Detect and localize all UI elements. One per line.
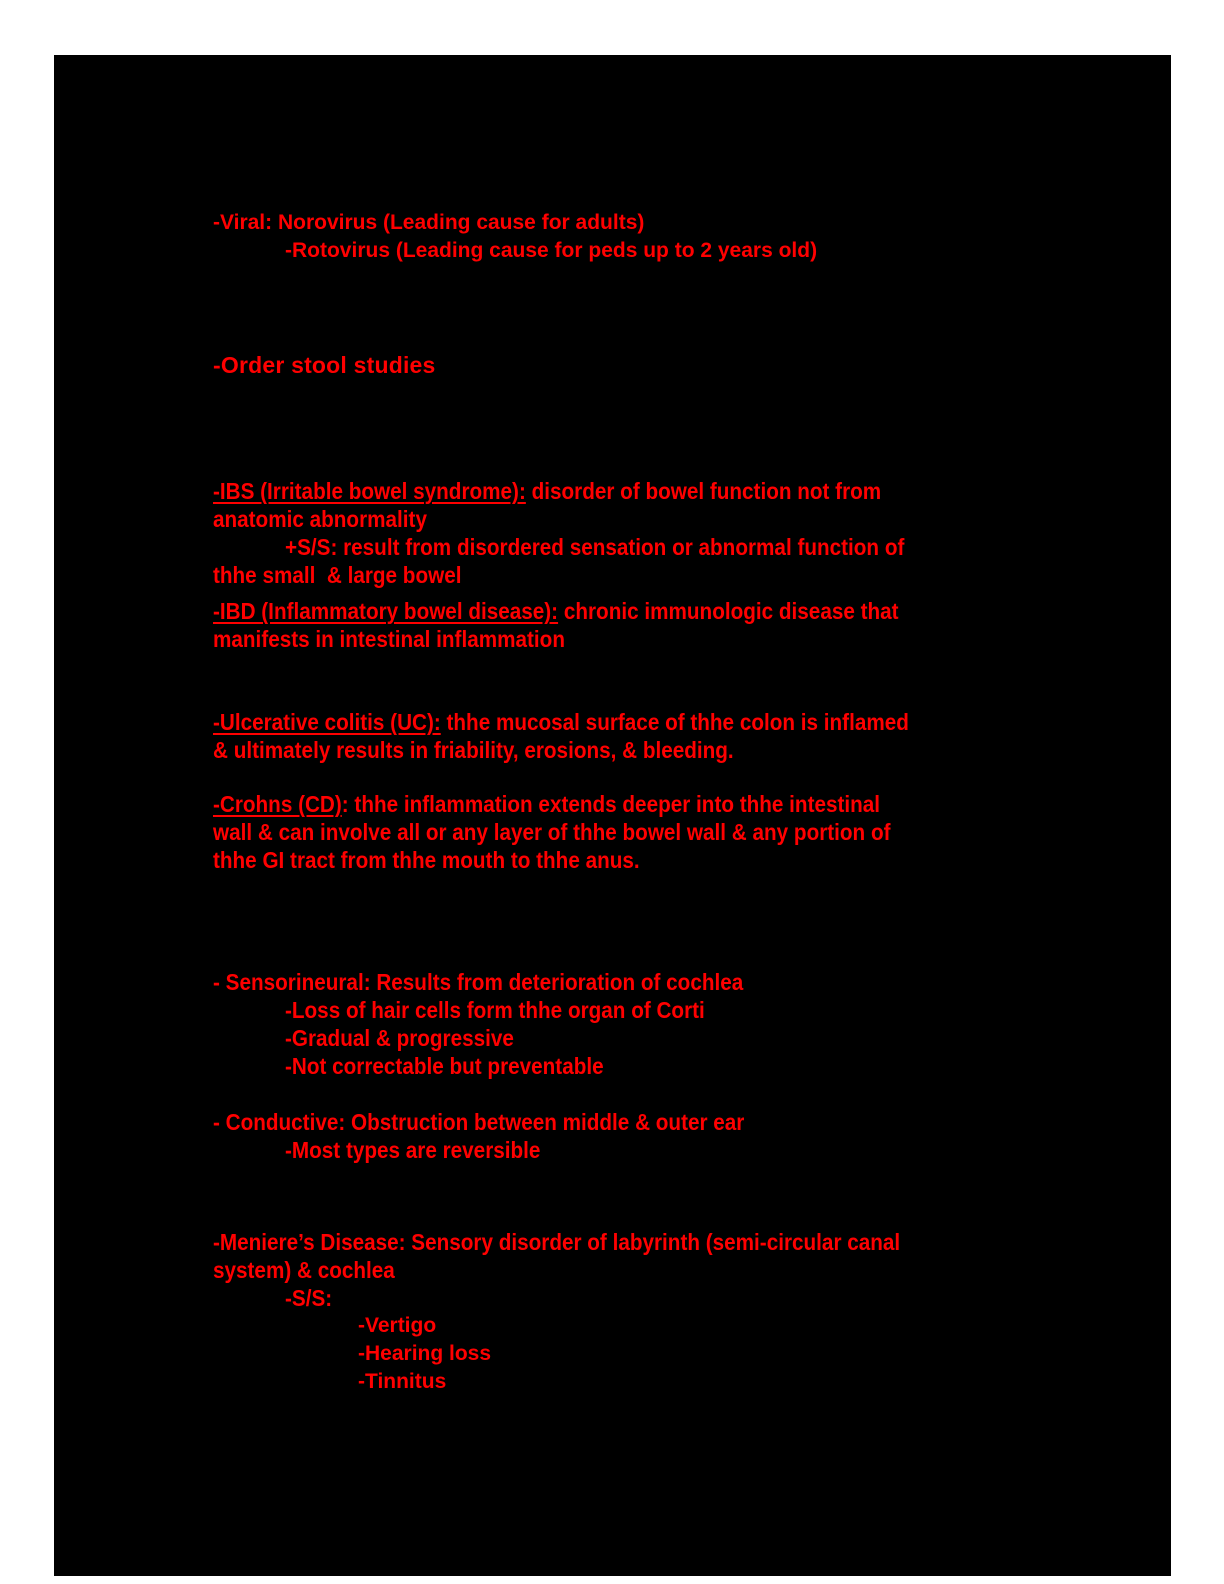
note-line-menieres: -Meniere’s Disease: Sensory disorder of labyrinth (semi-circular canal — [213, 1229, 901, 1255]
note-line-not-correctable: -Not correctable but preventable — [285, 1053, 604, 1079]
note-line-ibd-definition-cont: manifests in intestinal inflammation — [213, 626, 565, 652]
note-line-ibd-definition: -IBD (Inflammatory bowel disease): chronic immunologic disease that — [213, 598, 899, 624]
note-line-menieres-cont: system) & cochlea — [213, 1257, 395, 1283]
note-line-order-stool-studies: -Order stool studies — [213, 352, 436, 378]
note-line-conductive: - Conductive: Obstruction between middle & outer ear — [213, 1109, 745, 1135]
note-line-crohns-definition-cont2: thhe GI tract from thhe mouth to thhe anus. — [213, 847, 640, 873]
note-line-gradual-progressive: -Gradual & progressive — [285, 1025, 514, 1051]
note-line-crohns-definition: -Crohns (CD): thhe inflammation extends deeper into thhe intestinal — [213, 791, 881, 817]
note-line-tinnitus: -Tinnitus — [358, 1370, 447, 1393]
note-line-ibs-definition-cont: anatomic abnormality — [213, 506, 427, 532]
notes-canvas — [54, 55, 1171, 1576]
note-line-ibs-definition: -IBS (Irritable bowel syndrome): disorder of bowel function not from — [213, 478, 882, 504]
note-line-hair-cells: -Loss of hair cells form thhe organ of Corti — [285, 997, 705, 1023]
note-line-uc-definition-cont: & ultimately results in friability, erosions, & bleeding. — [213, 737, 734, 763]
note-line-sensorineural: - Sensorineural: Results from deterioration of cochlea — [213, 969, 744, 995]
note-line-vertigo: -Vertigo — [358, 1314, 437, 1337]
note-line-rotovirus: -Rotovirus (Leading cause for peds up to 2 years old) — [285, 239, 818, 262]
note-line-crohns-definition-cont1: wall & can involve all or any layer of thhe bowel wall & any portion of — [213, 819, 891, 845]
note-line-ibs-ss: +S/S: result from disordered sensation or abnormal function of — [285, 534, 905, 560]
note-line-ibs-ss-cont: thhe small & large bowel — [213, 562, 462, 588]
note-line-menieres-ss: -S/S: — [285, 1285, 333, 1311]
note-line-hearing-loss: -Hearing loss — [358, 1342, 492, 1365]
note-line-uc-definition: -Ulcerative colitis (UC): thhe mucosal surface of thhe colon is inflamed — [213, 709, 909, 735]
note-line-reversible: -Most types are reversible — [285, 1137, 541, 1163]
note-line-viral-norovirus: -Viral: Norovirus (Leading cause for adults) — [213, 211, 645, 234]
